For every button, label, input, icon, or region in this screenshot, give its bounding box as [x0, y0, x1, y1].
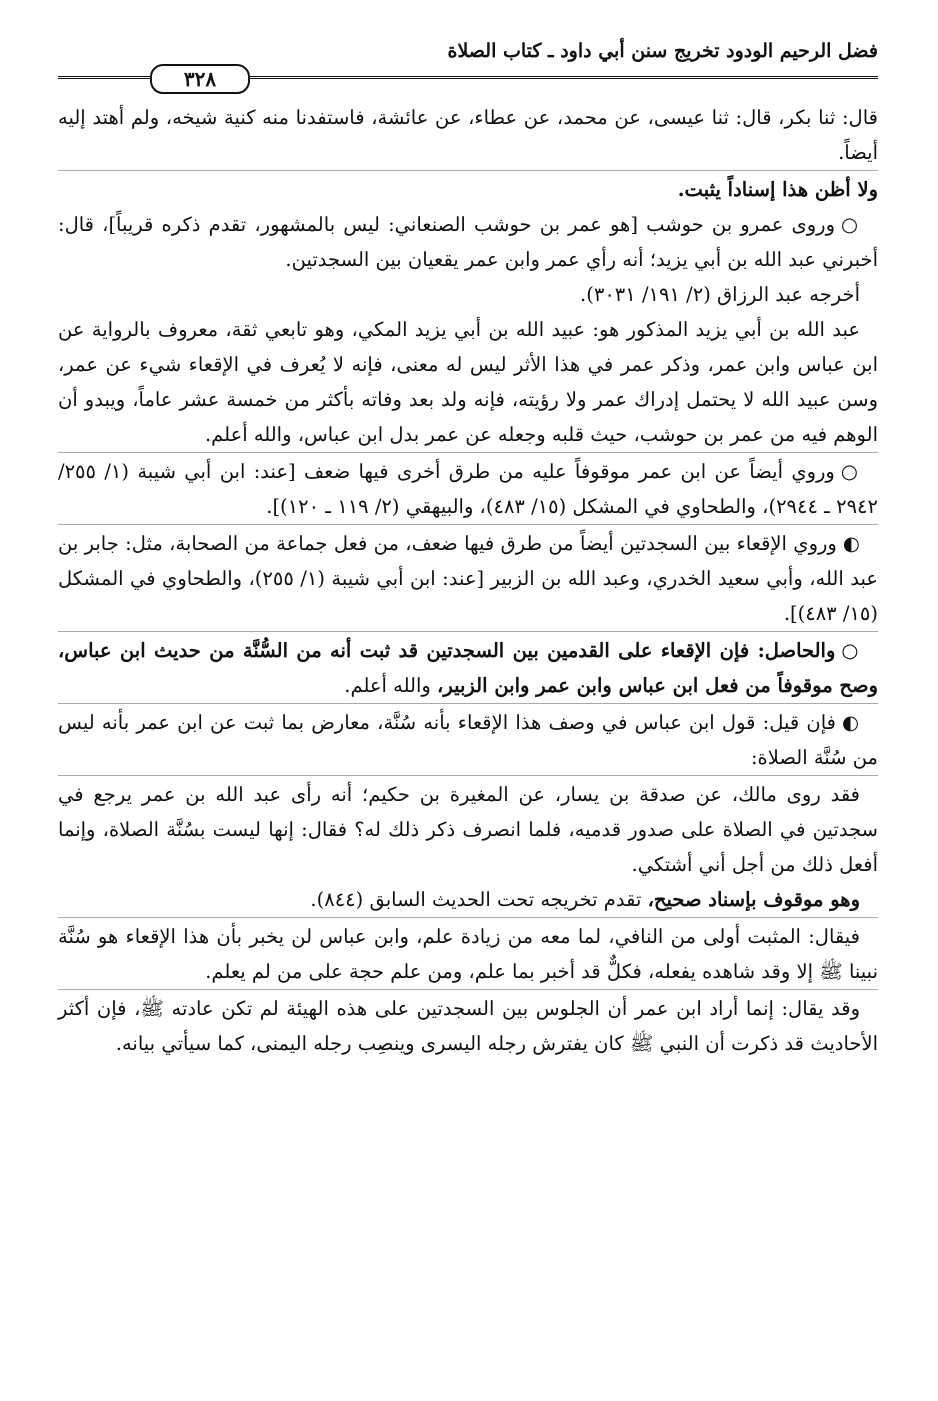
paragraph-marker-icon: ○: [841, 213, 860, 236]
bold-text: ولا أظن هذا إسناداً يثبت.: [677, 178, 878, 201]
paragraph-p6: [58, 452, 878, 524]
text-segment: وقد يقال: إنما أراد ابن عمر أن الجلوس بين السجدتين على هذه الهيئة لم تكن عادته ﷺ، فإن أكثر الأحاديث قد ذكرت أن النبي ﷺ كان يفترش رجله اليسرى وينصِب رجله اليمنى، كما سيأتي بيانه.: [58, 997, 878, 1055]
paragraph-p2: [58, 170, 878, 207]
page-number: ٣٢٨: [150, 64, 250, 94]
text-segment: والله أعلم.: [344, 674, 438, 697]
paragraph-p3: [58, 207, 878, 277]
paragraph-p9: [58, 703, 878, 775]
bold-text: وهو موقوف بإسناد صحيح،: [647, 888, 860, 911]
paragraph-p1: [58, 100, 878, 170]
text-body: [58, 100, 878, 1061]
paragraph-marker-icon: ○: [840, 460, 860, 483]
text-segment: وروي أيضاً عن ابن عمر موقوفاً عليه من طرق أخرى فيها ضعف [عند: ابن أبي شيبة (١/ ٢٥٥/ ٢٩٤٢ ـ ٢٩٤٤)، والطحاوي في المشكل (١٥/ ٤٨٣)، والبيهقي (٢/ ١١٩ ـ ١٢٠)].: [58, 460, 878, 518]
text-segment: وروي الإقعاء بين السجدتين أيضاً من طرق فيها ضعف، من فعل جماعة من الصحابة، مثل: جابر بن عبد الله، وأبي سعيد الخدري، وعبد الله بن الزبير [عند: ابن أبي شيبة (١/ ٢٥٥)، والطحاوي في المشكل (١٥/ ٤٨٣)].: [58, 532, 878, 625]
header-title: فضل الرحيم الودود تخريج سنن أبي داود ـ كتاب الصلاة: [447, 40, 878, 62]
text-segment: فيقال: المثبت أولى من النافي، لما معه من زيادة علم، وابن عباس لن يخبر بأن هذا الإقعاء هو سُنَّة نبينا ﷺ إلا وقد شاهده يفعله، فكلٌّ قد أخبر بما علم، ومن علم حجة على من لم يعلم.: [58, 925, 878, 983]
running-header: [58, 40, 878, 91]
paragraph-marker-icon: ○: [841, 639, 861, 662]
text-segment: قال: ثنا بكر، قال: ثنا عيسى، عن محمد، عن عطاء، عن عائشة، فاستفدنا منه كنية شيخه، ولم أهتد إليه أيضاً.: [58, 106, 878, 164]
paragraph-p13: [58, 989, 878, 1061]
paragraph-p11: [58, 882, 878, 917]
paragraph-p10: [58, 775, 878, 882]
paragraph-p5: [58, 312, 878, 452]
text-segment: وروى عمرو بن حوشب [هو عمر بن حوشب الصنعاني: ليس بالمشهور، تقدم ذكره قريباً]، قال: أخبرني عبد الله بن أبي يزيد؛ أنه رأي عمر وابن عمر يقعيان بين السجدتين.: [58, 213, 878, 271]
text-segment: فقد روى مالك، عن صدقة بن يسار، عن المغيرة بن حكيم؛ أنه رأى عبد الله بن عمر يرجع في سجدتين في الصلاة على صدور قدميه، فلما انصرف ذكر ذلك له؟ فقال: إنها ليست بسُنَّة الصلاة، وإنما أفعل ذلك من أجل أني أشتكي.: [58, 783, 878, 876]
paragraph-p4: [58, 277, 878, 312]
paragraph-marker-icon: ◐: [842, 711, 861, 734]
paragraph-p8: [58, 631, 878, 703]
paragraph-marker-icon: ◐: [842, 532, 860, 555]
bold-text: والحاصل: فإن الإقعاء على القدمين بين السجدتين قد ثبت أنه من السُّنَّة من حديث ابن عباس، وصح موقوفاً من فعل ابن عباس وابن عمر وابن الزبير،: [58, 639, 878, 697]
text-segment: أخرجه عبد الرزاق (٢/ ١٩١/ ٣٠٣١).: [580, 283, 860, 306]
page: [58, 40, 878, 1061]
text-segment: عبد الله بن أبي يزيد المذكور هو: عبيد الله بن أبي يزيد المكي، وهو تابعي ثقة، معروف بالرواية عن ابن عباس وابن عمر، وذكر عمر في هذا الأثر ليس له معنى، فإنه لا يُعرف في الإقعاء شيء عن عمر، وسن عبيد الله لا يحتمل إدراك عمر ولا رؤيته، فإنه ولد بعد وفاته بأكثر من خمسة عشر عاماً، ويبدو أن الوهم فيه من عمر بن حوشب، حيث قلبه وجعله عن عمر بدل ابن عباس، والله أعلم.: [58, 318, 878, 446]
text-segment: فإن قيل: قول ابن عباس في وصف هذا الإقعاء بأنه سُنَّة، معارض بما ثبت عن ابن عمر بأنه ليس من سُنَّة الصلاة:: [58, 711, 878, 769]
paragraph-p12: [58, 917, 878, 989]
text-segment: تقدم تخريجه تحت الحديث السابق (٨٤٤).: [310, 888, 648, 911]
paragraph-p7: [58, 524, 878, 631]
